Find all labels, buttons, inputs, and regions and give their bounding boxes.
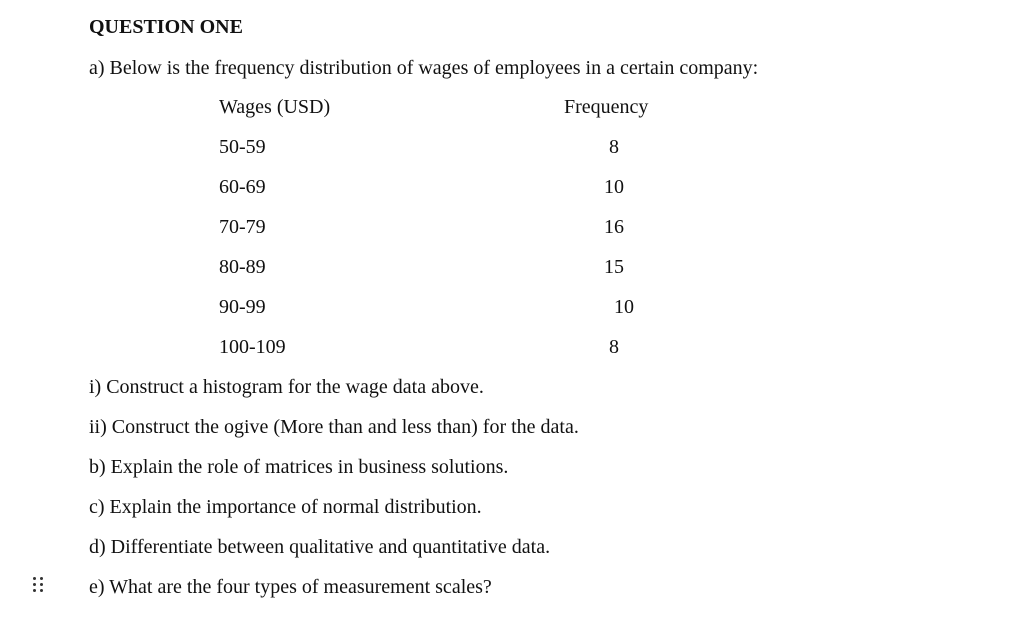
frequency-value: 10 — [604, 176, 624, 198]
frequency-value: 16 — [604, 216, 624, 238]
question-item-matrices: b) Explain the role of matrices in business solutions. — [89, 456, 509, 478]
drag-handle-icon[interactable] — [33, 577, 45, 597]
table-row — [219, 335, 679, 375]
wage-range: 90-99 — [219, 296, 266, 318]
question-item-ogive: ii) Construct the ogive (More than and less than) for the data. — [89, 416, 579, 438]
wage-range: 100-109 — [219, 336, 286, 358]
wage-range: 80-89 — [219, 256, 266, 278]
header-wages: Wages (USD) — [219, 96, 331, 118]
question-item-histogram: i) Construct a histogram for the wage data above. — [89, 376, 484, 398]
question-item-normal-distribution: c) Explain the importance of normal distribution. — [89, 496, 482, 518]
wage-range: 70-79 — [219, 216, 266, 238]
wage-range: 60-69 — [219, 176, 266, 198]
question-intro: a) Below is the frequency distribution of wages of employees in a certain company: — [89, 57, 759, 79]
frequency-value: 8 — [609, 336, 619, 358]
question-heading: QUESTION ONE — [89, 16, 243, 38]
frequency-value: 10 — [614, 296, 634, 318]
table-row — [219, 135, 679, 175]
table-row — [219, 175, 679, 215]
wage-frequency-table — [219, 95, 679, 375]
wage-range: 50-59 — [219, 136, 266, 158]
table-row — [219, 255, 679, 295]
frequency-value: 8 — [609, 136, 619, 158]
question-item-data-types: d) Differentiate between qualitative and quantitative data. — [89, 536, 551, 558]
question-item-measurement-scales: e) What are the four types of measurement scales? — [89, 576, 492, 598]
frequency-value: 15 — [604, 256, 624, 278]
table-row — [219, 295, 679, 335]
header-frequency: Frequency — [564, 96, 649, 118]
table-row — [219, 215, 679, 255]
table-header-row — [219, 95, 679, 135]
